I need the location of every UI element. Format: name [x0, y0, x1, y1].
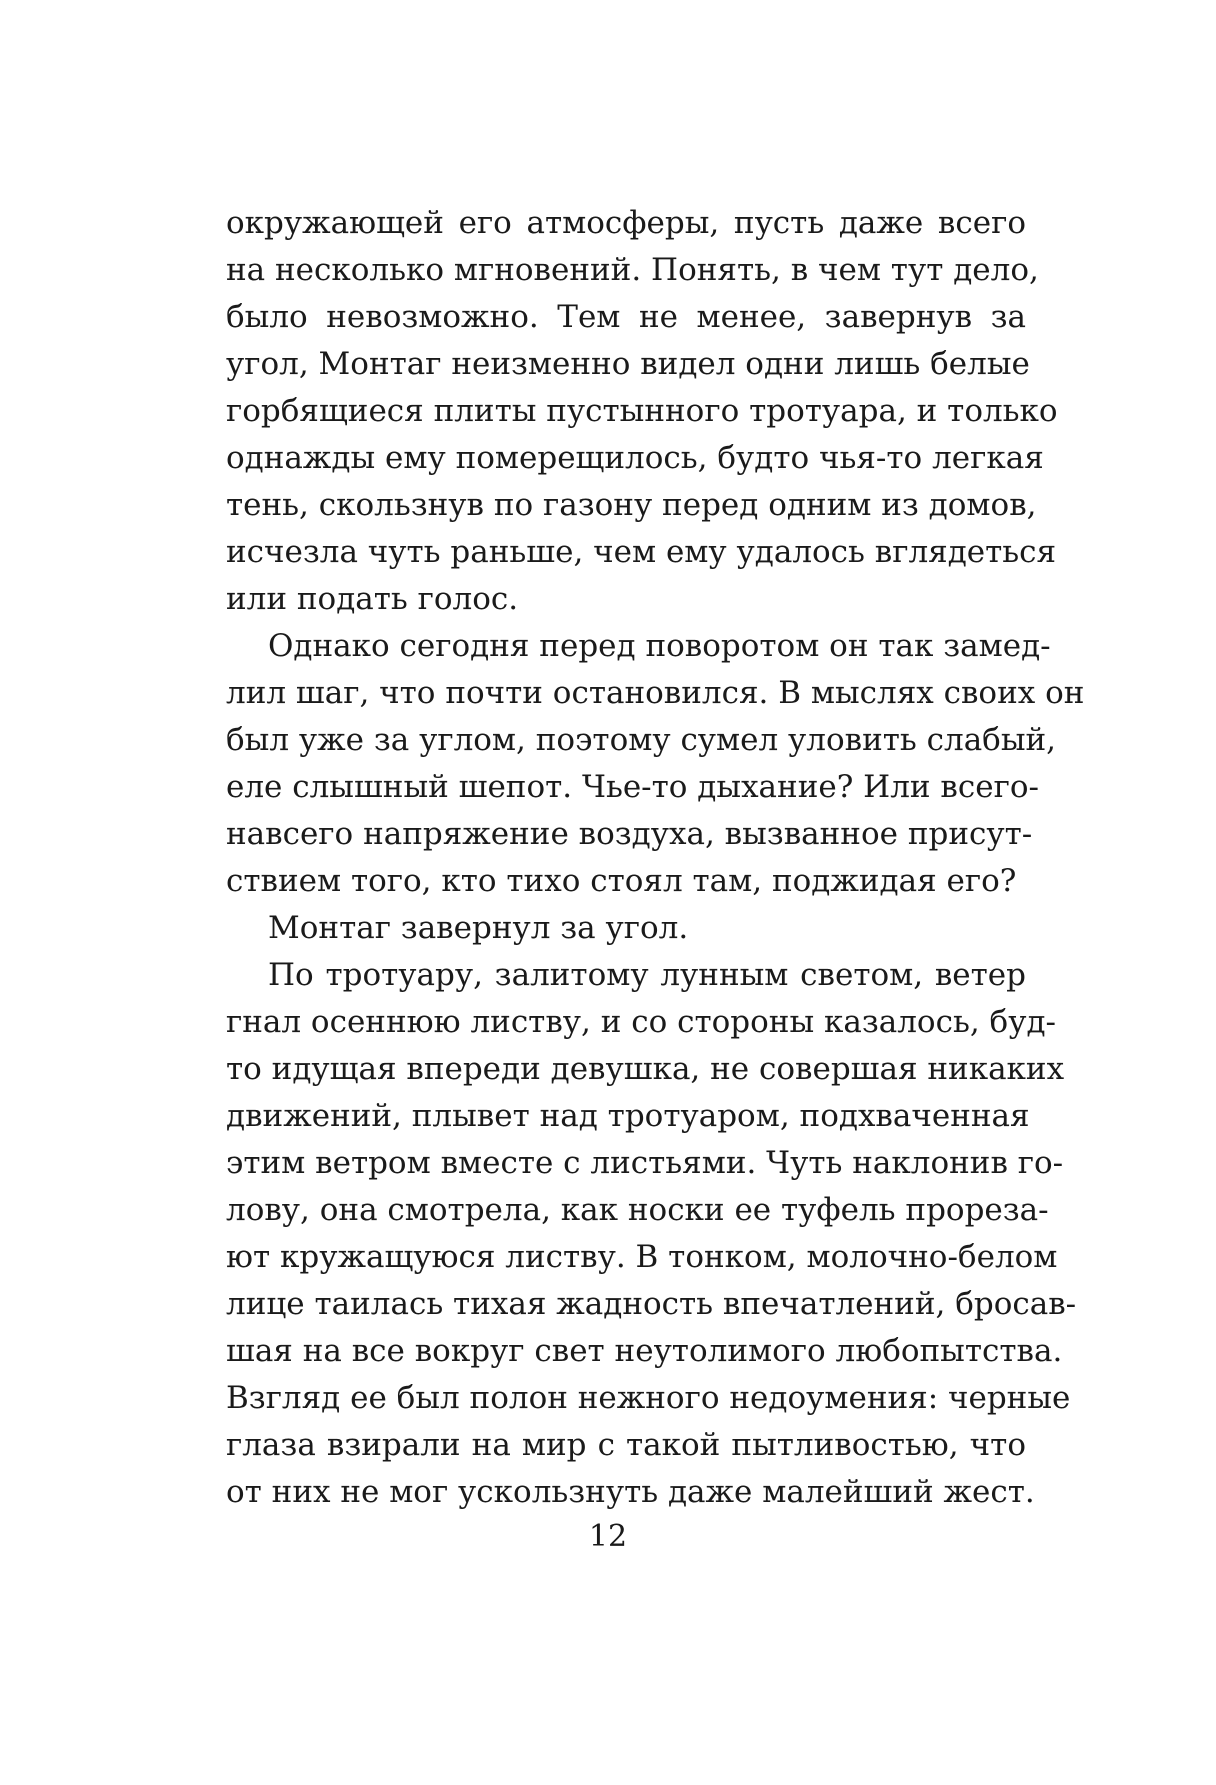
text-line: угол, Монтаг неизменно видел одни лишь белые	[226, 346, 1030, 382]
text-line: лову, она смотрела, как носки ее туфель прореза-	[226, 1192, 1049, 1228]
text-line: исчезла чуть раньше, чем ему удалось вглядеться	[226, 534, 1057, 570]
text-line: тень, скользнув по газону перед одним из домов,	[226, 487, 1037, 523]
text-line: еле слышный шепот. Чье-то дыхание? Или всего-	[226, 769, 1039, 805]
text-line: был уже за углом, поэтому сумел уловить слабый,	[226, 722, 1057, 758]
text-line: этим ветром вместе с листьями. Чуть наклонив го-	[226, 1145, 1064, 1181]
text-line: от них не мог ускользнуть даже малейший жест.	[226, 1474, 1035, 1510]
text-line: движений, плывет над тротуаром, подхваченная	[226, 1098, 1030, 1134]
text-line: лил шаг, что почти остановился. В мыслях своих он	[226, 675, 1085, 711]
text-line: Монтаг завернул за угол.	[268, 910, 689, 946]
text-line: горбящиеся плиты пустынного тротуара, и только	[226, 393, 1058, 429]
text-line: то идущая впереди девушка, не совершая никаких	[226, 1051, 1065, 1087]
body-text	[226, 200, 1085, 1516]
paragraph	[226, 905, 1026, 952]
text-line: навсего напряжение воздуха, вызванное присут-	[226, 816, 1033, 852]
paragraph	[226, 952, 1077, 1516]
text-line: гнал осеннюю листву, и со стороны казалось, буд-	[226, 1004, 1057, 1040]
text-line: однажды ему померещилось, будто чья-то легкая	[226, 440, 1044, 476]
text-line: Однако сегодня перед поворотом он так замед-	[268, 628, 1051, 664]
text-line: Взгляд ее был полон нежного недоумения: черные	[226, 1380, 1071, 1416]
text-line: лице таилась тихая жадность впечатлений, бросав-	[226, 1286, 1077, 1322]
text-line: окружающей его атмосферы, пусть даже всего	[226, 205, 1026, 241]
paragraph	[226, 623, 1085, 905]
text-line: на несколько мгновений. Понять, в чем тут дело,	[226, 252, 1039, 288]
text-line: ствием того, кто тихо стоял там, поджидая его?	[226, 863, 1017, 899]
text-line: шая на все вокруг свет неутолимого любопытства.	[226, 1333, 1063, 1369]
text-line: глаза взирали на мир с такой пытливостью, что	[226, 1427, 1026, 1463]
text-line: или подать голос.	[226, 581, 519, 617]
paragraph	[226, 200, 1058, 623]
text-line: ют кружащуюся листву. В тонком, молочно-белом	[226, 1239, 1058, 1275]
text-line: было невозможно. Тем не менее, завернув за	[226, 299, 1026, 335]
page-number: 12	[588, 1519, 628, 1554]
text-line: По тротуару, залитому лунным светом, ветер	[268, 957, 1026, 993]
